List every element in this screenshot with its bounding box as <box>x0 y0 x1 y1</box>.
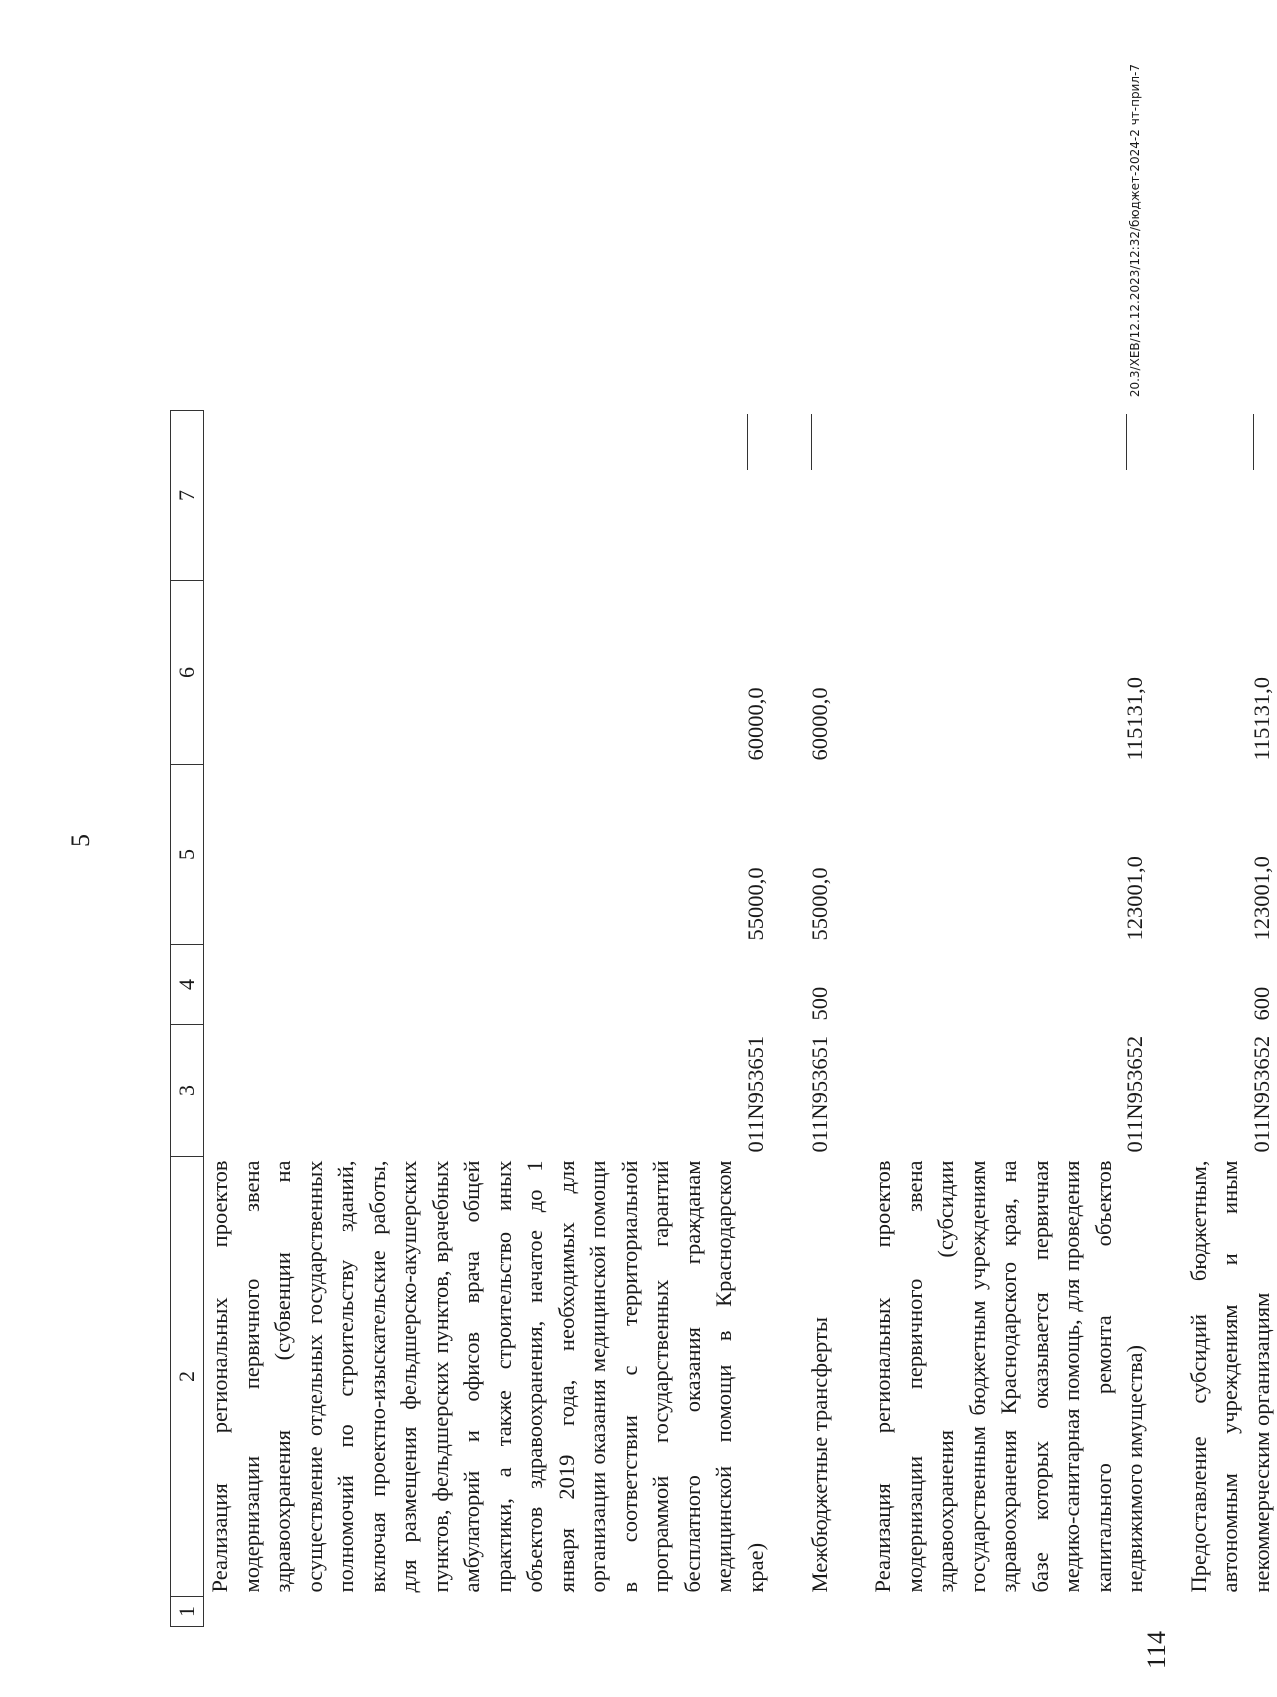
row-target-code: 011N953651 <box>806 1035 832 1153</box>
row-description: Реализация региональных проектов модернизации первичного звена здравоохранения (субвенции на осуществление отдельных государственных полномочий по строительству зданий, включая проектно-изыскательские работы, для размещения фельдшерско-акушерских пунктов, фельдшерских пунктов, врачебных амбулаторий и офисов врача общей практики, а также строительство иных объектов здравоохранения, начатое до 1 января 2019 года, необходимых для организации оказания медицинской помощи в соответствии с территориальной программой государственных гарантий бесплатного оказания гражданам медицинской помощи в Краснодарском крае) <box>207 1160 768 1593</box>
table-row <box>1151 411 1277 1627</box>
row-target-code: 011N953652 <box>1122 1035 1147 1153</box>
row-expense-type: 500 <box>806 986 832 1021</box>
header-col-5: 5 <box>171 765 204 945</box>
row-col7-dash <box>204 411 772 581</box>
row-description: Предоставление субсидий бюджетным, автономным учреждениям и иным некоммерческим организациям <box>1185 1160 1274 1593</box>
row-col7-dash <box>835 411 1151 581</box>
header-col-1: 1 <box>171 1597 204 1627</box>
sheet-number: 114 <box>1142 1630 1171 1669</box>
row-target-code: 011N953652 <box>1248 1035 1274 1153</box>
dash-mark <box>747 415 748 471</box>
row-sum-col5: 123001,0 <box>1248 856 1274 941</box>
header-col-2: 2 <box>171 1157 204 1597</box>
row-sum-col6: 60000,0 <box>806 687 832 761</box>
row-target-code: 011N953651 <box>742 1035 768 1153</box>
page-number: 5 <box>66 834 95 847</box>
row-sum-col6: 115131,0 <box>1122 676 1147 761</box>
header-col-4: 4 <box>171 945 204 1025</box>
row-expense-type: 600 <box>1248 986 1274 1021</box>
header-col-7: 7 <box>171 411 204 581</box>
row-sum-col5: 55000,0 <box>742 867 768 941</box>
dash-mark <box>1253 415 1254 471</box>
row-sum-col6: 115131,0 <box>1248 676 1274 761</box>
row-col7-dash <box>1151 411 1277 581</box>
dash-mark <box>1126 415 1127 471</box>
dash-mark <box>811 415 812 471</box>
footer-document-code: 20.3/ХЕВ/12.12.2023/12:32/бюджет-2024-2 чт-прил-7 <box>1128 64 1142 398</box>
header-col-6: 6 <box>171 581 204 765</box>
row-sum-col5: 123001,0 <box>1122 856 1147 941</box>
row-description: Реализация региональных проектов модернизации первичного звена здравоохранения (субсидии государственным бюджетным учреждениям здравоохранения Краснодарского края, на базе которых оказывается первичная медико-санитарная помощь, для проведения капитального ремонта объектов недвижимого имущества) <box>870 1160 1147 1593</box>
table-row <box>771 411 835 1627</box>
table-row <box>835 411 1151 1627</box>
row-col7-dash <box>771 411 835 581</box>
row-sum-col6: 60000,0 <box>742 687 768 761</box>
row-description: Межбюджетные трансферты <box>806 1317 832 1593</box>
header-row <box>171 411 204 1627</box>
budget-table <box>170 410 1277 1627</box>
row-sum-col5: 55000,0 <box>806 867 832 941</box>
table-row <box>204 411 772 1627</box>
header-col-3: 3 <box>171 1025 204 1157</box>
row-expense-type <box>204 945 772 1025</box>
row-expense-type <box>835 945 1151 1025</box>
